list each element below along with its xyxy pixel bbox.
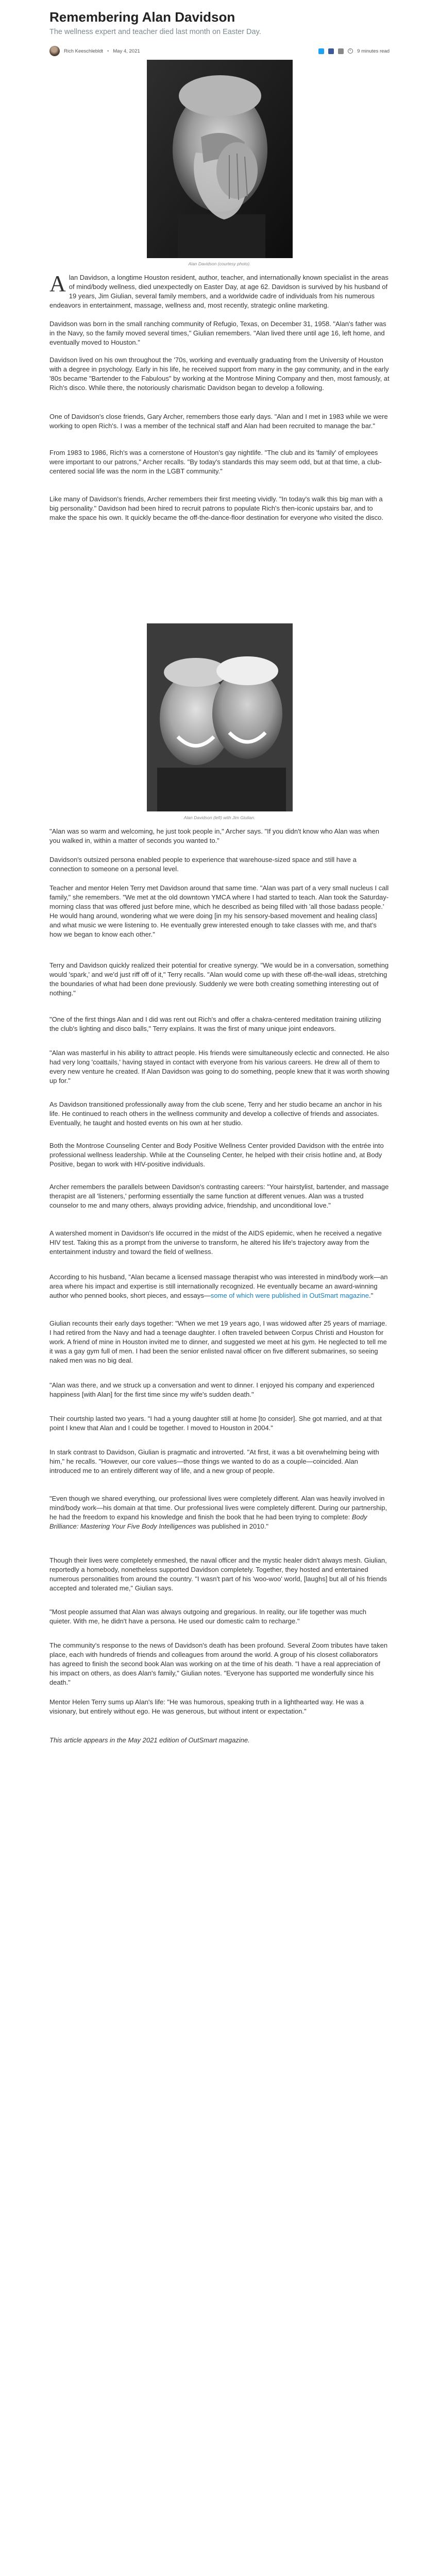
paragraph-3: Davidson lived on his own throughout the '70s, working and eventually graduating from the University of Houston with a degree in psychology. Early in his life, he received support from many in the gay community, and in the early '80s became "Bartender to the Fabulous" by working at the Montrose Mining Company and then, most famously, at Rich's disco. While there, the notoriously charismatic Davidson began to develop a following. xyxy=(49,356,390,392)
paragraph-11: "One of the first things Alan and I did was rent out Rich's and offer a chakra-centered meditation training utilizing the club's lighting and disco balls," Terry explains. It was the first of many unique joint endeavors. xyxy=(49,1015,381,1032)
publish-date: May 4, 2021 xyxy=(113,48,140,54)
drop-cap: A xyxy=(49,271,66,296)
paragraph-10: Terry and Davidson quickly realized their potential for creative synergy. "We would be in a conversation, something would 'spark,' and we'd just riff off of it," Terry recalls. "Alan would come up with these off-the-wall ideas, stretching the boundaries of what had been done previously. Suddenly we were both creating something interesting out of nothing." xyxy=(49,961,389,997)
paragraph-2: Davidson was born in the small ranching community of Refugio, Texas, on December 31, 1958. "Alan's father was in the Navy, so the family moved several times," Giulian remembers. "Alan lived there until age 16, left home, and eventually moved to Houston." xyxy=(49,320,386,346)
paragraph-14: Both the Montrose Counseling Center and Body Positive Wellness Center provided Davidson with the entrée into professional wellness leadership. While at the Counseling Center, he helped with their crisis hotline and, at Body Positive, began to work with HIV-positive individuals. xyxy=(49,1142,384,1168)
paragraph-22-text: "Even though we shared everything, our professional lives were completely different. Alan was heavily involved in mind/body work—his domain at that time. Our professional lives were completely different. During our partnership, he had the freedom to expand his knowledge and finish the book that he had been trying to complete: xyxy=(49,1495,387,1521)
email-share-icon[interactable] xyxy=(338,48,344,54)
author-avatar[interactable] xyxy=(49,46,60,56)
paragraph-22-after: was published in 2010." xyxy=(196,1522,268,1530)
article-subtitle: The wellness expert and teacher died last month on Easter Day. xyxy=(49,28,261,36)
paragraph-26: Mentor Helen Terry sums up Alan's life: "He was humorous, speaking truth in a lighthearted way. He was a visionary, but entirely without ego. He was generous, but without intent or expectation." xyxy=(49,1698,364,1715)
paragraph-17-after: ." xyxy=(369,1292,374,1299)
portrait-illustration xyxy=(147,60,293,258)
couple-photo xyxy=(147,623,293,811)
clock-icon xyxy=(348,48,353,54)
paragraph-17 xyxy=(49,1273,390,1300)
paragraph-4: One of Davidson's close friends, Gary Archer, remembers those early days. "Alan and I met in 1983 while we were working to open Rich's. I was a member of the technical staff and Alan had been recruited to manage the bar." xyxy=(49,413,388,430)
twitter-share-icon[interactable] xyxy=(318,48,324,54)
read-time: 9 minutes read xyxy=(357,48,390,54)
paragraph-17-text: According to his husband, "Alan became a licensed massage therapist who was interested in mind/body work—an area where his impact and expertise is still internationally recognized. He eventually became an award-winning author who penned books, short pieces, and essays— xyxy=(49,1273,388,1299)
couple-caption: Alan Davidson (left) with Jim Giulian. xyxy=(183,815,256,820)
paragraph-9: Teacher and mentor Helen Terry met Davidson around that same time. "Alan was part of a very small nucleus I call family," she remembers. "We met at the old downtown YMCA where I had started to teach. Alan took the Saturday-morning class that was offered just before mine, which he described as being filled with 'all those badass people.' He would hang around, wondering what we were doing [in my his sensory-based movement and healing class] and what music we were listening to. He eventually grew interested enough to take classes with me, and that's how we began to know each other." xyxy=(49,884,389,938)
paragraph-18: Giulian recounts their early days together: "When we met 19 years ago, I was widowed after 25 years of marriage. I had retired from the Navy and had a teenage daughter. I often traveled between Corpus Christi and Houston for work. A friend of mine in Houston invited me to dinner, and suggested we meet at his gym. He neglected to tell me it was a gay gym full of men. I had been the senior enlisted naval officer on five different submarines, so seeing naked men was no big deal. xyxy=(49,1319,387,1364)
paragraph-20: Their courtship lasted two years. "I had a young daughter still at home [to consider]. She got married, and at that point I knew that Alan and I could be together. I moved to Houston in 2004." xyxy=(49,1415,382,1432)
paragraph-16: A watershed moment in Davidson's life occurred in the midst of the AIDS epidemic, when he received a negative HIV test. Taking this as a prompt from the universe to transform, he altered his life's trajectory away from the entertainment industry and toward the field of wellness. xyxy=(49,1229,382,1256)
paragraph-1 xyxy=(49,273,390,310)
book-title: Body Brilliance: Mastering Your Five Body Intelligences xyxy=(49,1513,367,1530)
paragraph-21: In stark contrast to Davidson, Giulian is pragmatic and introverted. "At first, it was a bit overwhelming being with him," he recalls. "However, our core values—those things we wanted to do as a couple—coincided. Alan introduced me to an entirely different way of life, and a new group of people. xyxy=(49,1448,379,1475)
portrait-caption: Alan Davidson (courtesy photo). xyxy=(188,261,251,266)
byline xyxy=(49,45,390,57)
paragraph-1-text: lan Davidson, a longtime Houston resident, author, teacher, and internationally known specialist in the areas of mind/body wellness, died unexpectedly on Easter Day, at age 62. Davidson is survived by his husband of 19 years, Jim Giulian, several family members, and a worldwide cadre of individuals from his numerous endeavors in entertainment, massage, wellness and, most recently, strategic online marketing. xyxy=(49,274,389,309)
author-name[interactable]: Rich Keeschlebldt xyxy=(64,48,104,54)
paragraph-15: Archer remembers the parallels between Davidson's contrasting careers: "Your hairstylist, bartender, and massage therapist are all 'listeners,' performing essentially the same function at different venues. Alan was a trusted counselor to me and many others, always providing advice, friendship, and unconditional love." xyxy=(49,1183,389,1209)
outsmart-link[interactable]: some of which were published in OutSmart magazine xyxy=(210,1292,369,1299)
paragraph-19: "Alan was there, and we struck up a conversation and went to dinner. I enjoyed his company and experienced happiness [with Alan] for the first time since my wife's sudden death." xyxy=(49,1381,375,1398)
paragraph-24: "Most people assumed that Alan was always outgoing and gregarious. In reality, our life together was much quieter. With me, he didn't have a persona. He used our domestic calm to recharge." xyxy=(49,1608,366,1625)
paragraph-12: "Alan was masterful in his ability to attract people. His friends were simultaneously eclectic and connected. He also had very long 'coattails,' having stayed in contact with everyone from his various careers. He drew all of them to every new venture he created. If Alan Davidson was going to do something, people knew that it was worth showing up for." xyxy=(49,1049,390,1084)
paragraph-13: As Davidson transitioned professionally away from the club scene, Terry and her studio became an anchor in his life. He continued to reach others in the wellness community and develop a collective of friends and associates. Eventually, he taught and hosted events on his own at her studio. xyxy=(49,1100,382,1127)
paragraph-23: Though their lives were completely enmeshed, the naval officer and the mystic healer didn't always mesh. Giulian, reportedly a homebody, nonetheless supported Davidson completely. Together, they hosted and entertained numerous personalities from around the country. "I wasn't part of his 'woo-woo' world, [laughs] but all of his friends accepted and tolerated me," Giulian says. xyxy=(49,1556,387,1592)
article-title: Remembering Alan Davidson xyxy=(49,9,235,25)
paragraph-22 xyxy=(49,1494,390,1531)
paragraph-6: Like many of Davidson's friends, Archer remembers their first meeting vividly. "In today's walk this big man with a big personality." Davidson had been hired to recruit patrons to populate Rich's then-iconic upstairs bar, and to make the space his own. It quickly became the off-the-dance-floor destination for everyone who visited the disco. xyxy=(49,495,383,521)
paragraph-8: Davidson's outsized persona enabled people to experience that warehouse-sized space and still have a connection to someone on a personal level. xyxy=(49,856,357,873)
paragraph-25: The community's response to the news of Davidson's death has been profound. Several Zoom tributes have taken place, each with hundreds of friends and colleagues from around the world. A group of his closest collaborators has agreed to finish the second book Alan was working on at the time of his death. "I have a real appreciation of his impact on others, as does Alan's family," Giulian notes. "Everyone has supported me wonderfully since his death." xyxy=(49,1641,388,1686)
edition-note: This article appears in the May 2021 edition of OutSmart magazine. xyxy=(49,1736,250,1744)
facebook-share-icon[interactable] xyxy=(328,48,334,54)
paragraph-7: "Alan was so warm and welcoming, he just took people in," Archer says. "If you didn't know who Alan was when you walked in, within a matter of seconds you wanted to." xyxy=(49,827,379,844)
couple-illustration xyxy=(147,623,293,811)
paragraph-5: From 1983 to 1986, Rich's was a cornerstone of Houston's gay nightlife. "The club and its 'family' of employees were important to our patrons," Archer recalls. "By today's standards this may seem odd, but at that time, a club-centered social life was the norm in the LGBT community." xyxy=(49,449,382,475)
byline-separator: • xyxy=(107,48,109,54)
portrait-photo xyxy=(147,60,293,258)
